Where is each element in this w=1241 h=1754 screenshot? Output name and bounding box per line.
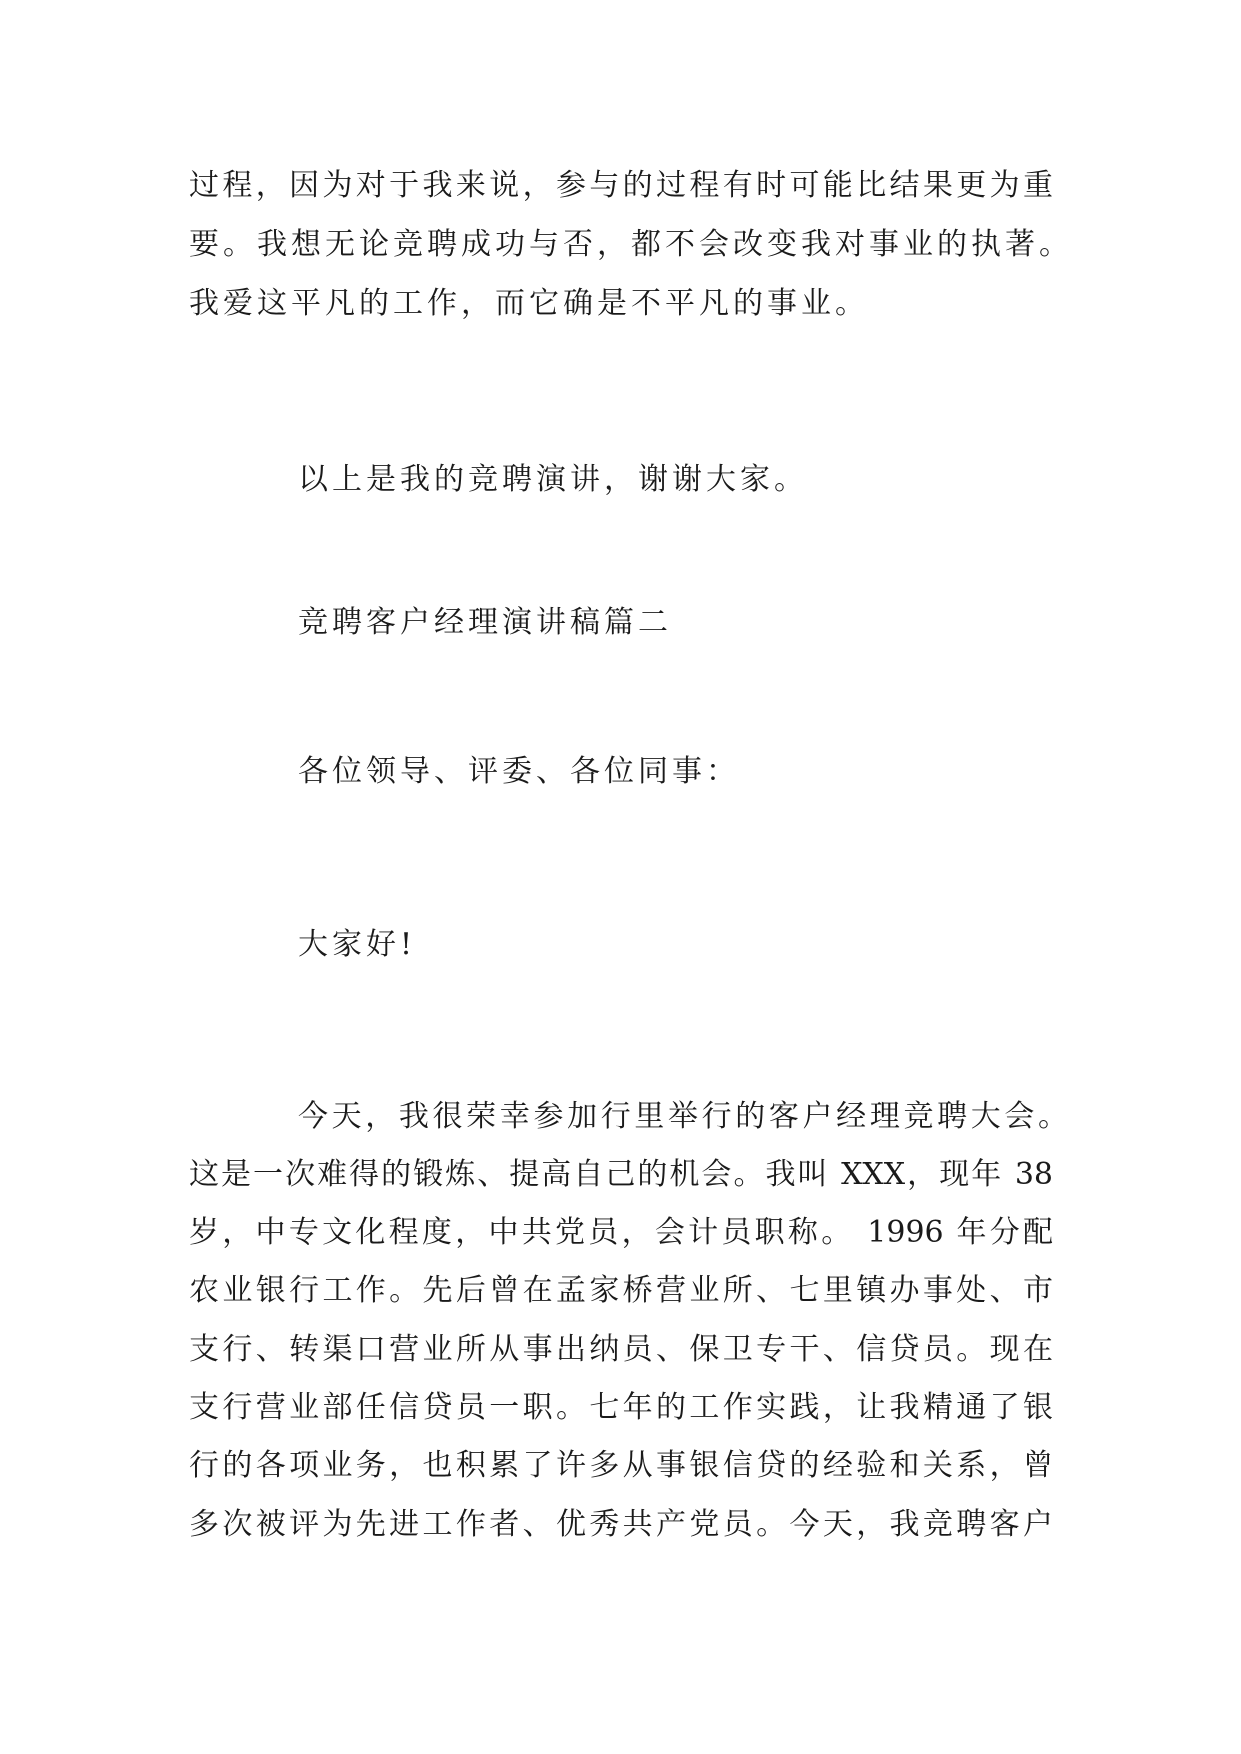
paragraph-line: 岁，中专文化程度，中共党员，会计员职称。 1996 年分配 (189, 1215, 1053, 1250)
section-title: 竞聘客户经理演讲稿篇二 (298, 605, 672, 640)
paragraph-line: 要。我想无论竞聘成功与否，都不会改变我对事业的执著。 (189, 227, 1069, 262)
paragraph-line: 行的各项业务，也积累了许多从事银信贷的经验和关系，曾 (189, 1448, 1053, 1483)
paragraph-line: 支行营业部任信贷员一职。七年的工作实践，让我精通了银 (189, 1390, 1053, 1425)
salutation: 各位领导、评委、各位同事： (298, 754, 740, 789)
paragraph-line: 今天，我很荣幸参加行里举行的客户经理竞聘大会。 (298, 1099, 1068, 1134)
paragraph-line: 多次被评为先进工作者、优秀共产党员。今天，我竞聘客户 (189, 1507, 1053, 1542)
paragraph-line: 我爱这平凡的工作，而它确是不平凡的事业。 (189, 286, 869, 321)
paragraph-line: 过程，因为对于我来说，参与的过程有时可能比结果更为重 (189, 168, 1053, 203)
greeting: 大家好! (298, 927, 417, 962)
paragraph-line: 农业银行工作。先后曾在孟家桥营业所、七里镇办事处、市 (189, 1273, 1053, 1308)
paragraph-line: 这是一次难得的锻炼、提高自己的机会。我叫 XXX，现年 38 (189, 1157, 1053, 1192)
paragraph-line: 支行、转渠口营业所从事出纳员、保卫专干、信贷员。现在 (189, 1332, 1053, 1367)
closing-line: 以上是我的竞聘演讲，谢谢大家。 (298, 462, 808, 497)
